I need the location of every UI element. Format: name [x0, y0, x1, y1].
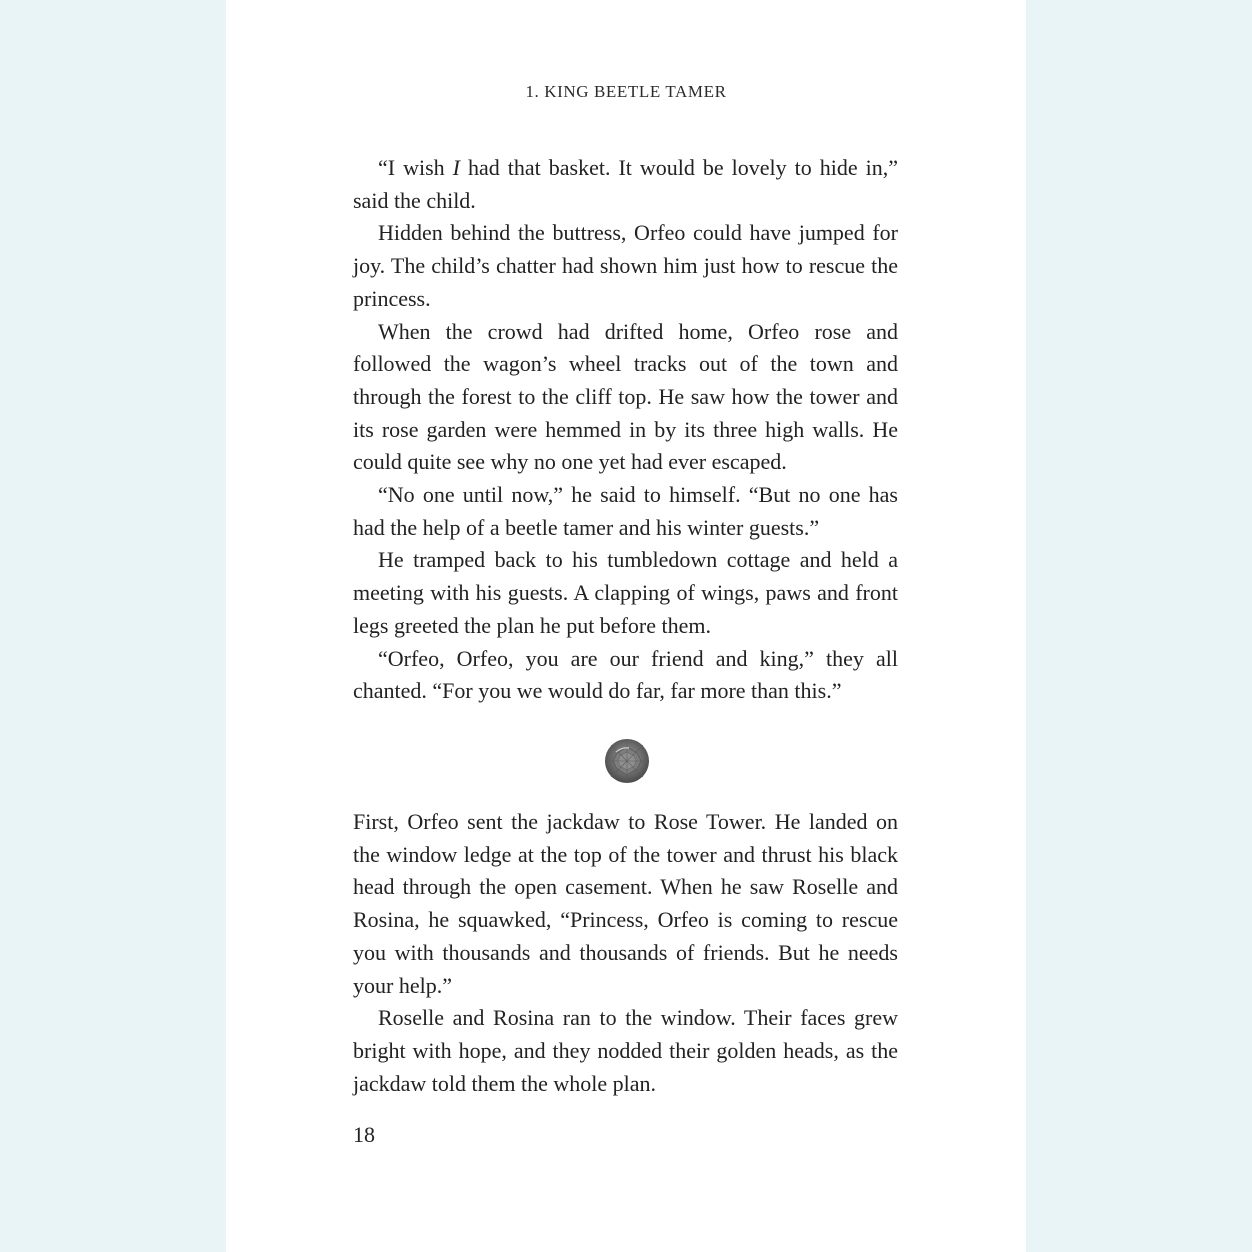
- paragraph: When the crowd had drifted home, Orfeo rose and followed the wagon’s wheel tracks out of the town and through the forest to the cliff top. He saw how the tower and its rose garden were hemmed in by its three high walls. He could quite see why no one yet had ever escaped.: [353, 318, 898, 475]
- paragraph: Hidden behind the buttress, Orfeo could have jumped for joy. The child’s chatter had shown him just how to rescue the princess.: [353, 220, 898, 311]
- paragraph: “Orfeo, Orfeo, you are our friend and king,” they all chanted. “For you we would do far, far more than this.”: [353, 645, 898, 704]
- page-number: 18: [353, 1122, 375, 1147]
- paragraph: Roselle and Rosina ran to the window. Their faces grew bright with hope, and they nodded their golden heads, as the jackdaw told them the whole plan.: [353, 1005, 898, 1096]
- paragraph: “No one until now,” he said to himself. “But no one has had the help of a beetle tamer and his winter guests.”: [353, 482, 898, 540]
- gem-icon: [604, 738, 650, 784]
- book-page: [226, 0, 1026, 1252]
- running-head: 1. KING BEETLE TAMER: [525, 82, 727, 101]
- paragraph: He tramped back to his tumbledown cottage and held a meeting with his guests. A clapping of wings, paws and front legs greeted the plan he put before them.: [353, 547, 898, 638]
- italic-emphasis: I: [452, 155, 460, 180]
- section-one-text: [353, 152, 898, 708]
- paragraph: “I wish I had that basket. It would be lovely to hide in,” said the child.: [353, 155, 898, 213]
- section-two-text: [353, 806, 898, 1100]
- paragraph: First, Orfeo sent the jackdaw to Rose Tower. He landed on the window ledge at the top of the tower and thrust his black head through the open casement. When he saw Roselle and Rosina, he squawked, “Princess, Orfeo is coming to rescue you with thousands and thousands of friends. But he needs your help.”: [353, 809, 898, 998]
